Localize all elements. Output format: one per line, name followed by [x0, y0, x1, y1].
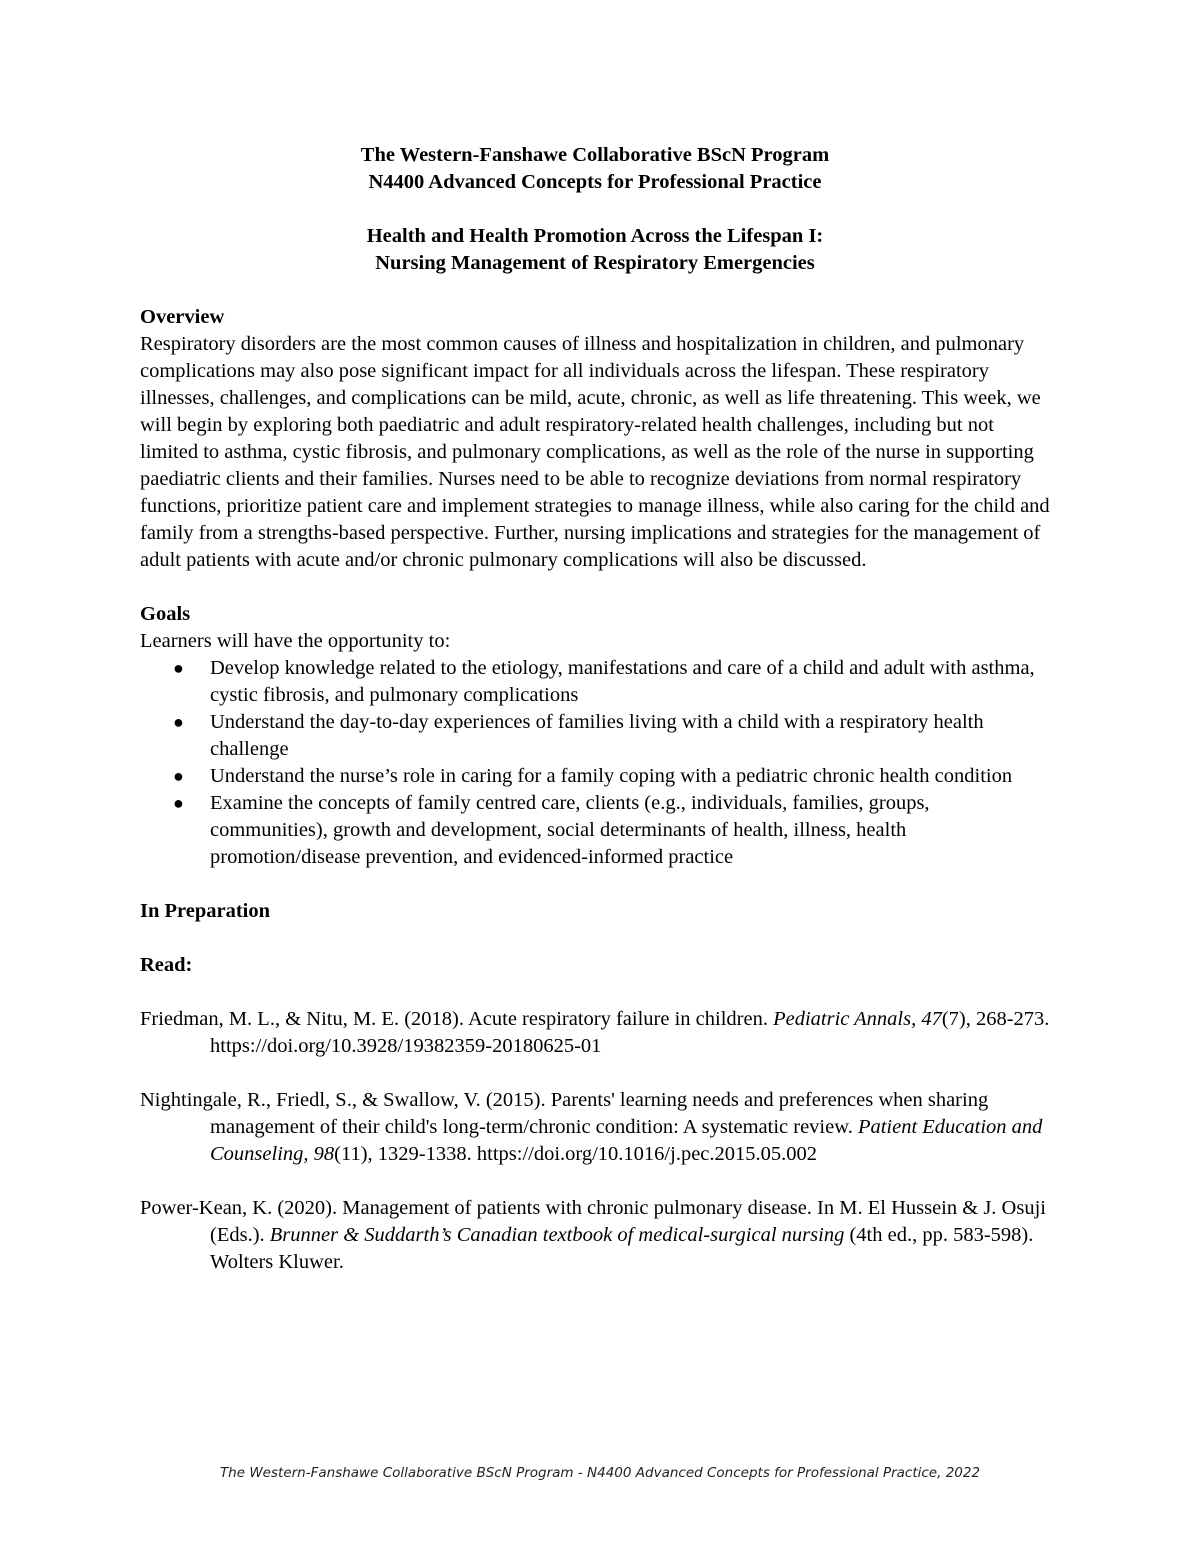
- page-footer: The Western-Fanshawe Collaborative BScN Program - N4400 Advanced Concepts for Professional Practice, 2022: [219, 1465, 981, 1481]
- bullet-icon: ●: [173, 793, 184, 813]
- reference-text: Friedman, M. L., & Nitu, M. E. (2018). Acute respiratory failure in children.: [140, 1008, 774, 1030]
- in-preparation-heading: In Preparation: [140, 900, 271, 922]
- reference-entry: [140, 1006, 1050, 1060]
- reference-entry: [140, 1195, 1050, 1276]
- bullet-icon: ●: [173, 766, 184, 786]
- goals-heading: Goals: [140, 603, 191, 625]
- overview-heading: Overview: [140, 306, 225, 328]
- reference-text: Nightingale, R., Friedl, S., & Swallow, V. (2015). Parents' learning needs and preferences when sharing management of their child's long-term/chronic condition: A systematic review.: [140, 1089, 989, 1138]
- bullet-icon: ●: [173, 658, 184, 678]
- goal-text: Understand the nurse’s role in caring for a family coping with a pediatric chronic health condition: [210, 765, 1013, 787]
- goals-intro: Learners will have the opportunity to:: [140, 630, 451, 652]
- reference-details[interactable]: (11), 1329-1338. https://doi.org/10.1016/j.pec.2015.05.002: [334, 1143, 818, 1165]
- reference-source: Pediatric Annals, 47: [773, 1008, 942, 1030]
- goal-text: Understand the day-to-day experiences of families living with a child with a respiratory health challenge: [210, 711, 984, 760]
- program-title: The Western-Fanshawe Collaborative BScN Program: [360, 144, 830, 166]
- goal-text: Develop knowledge related to the etiology, manifestations and care of a child and adult with asthma, cystic fibrosis, and pulmonary complications: [210, 657, 1035, 706]
- topic-title: Health and Health Promotion Across the Lifespan I:: [366, 225, 824, 247]
- reference-source: Brunner & Suddarth’s Canadian textbook of medical-surgical nursing: [269, 1224, 845, 1246]
- goal-item: [140, 655, 1050, 709]
- document-title-block: [140, 142, 1050, 277]
- course-title: N4400 Advanced Concepts for Professional Practice: [368, 171, 822, 193]
- reference-text: Power-Kean, K. (2020). Management of patients with chronic pulmonary disease. In M. El Hussein & J. Osuji (Eds.).: [140, 1197, 1046, 1246]
- document-page: [140, 142, 1050, 1276]
- read-heading: Read:: [140, 954, 193, 976]
- overview-paragraph: Respiratory disorders are the most common causes of illness and hospitalization in children, and pulmonary complications may also pose significant impact for all individuals across the lifespan. These respiratory illnesses, challenges, and complications can be mild, acute, chronic, as well as life threatening. This week, we will begin by exploring both paediatric and adult respiratory-related health challenges, including but not limited to asthma, cystic fibrosis, and pulmonary complications, as well as the role of the nurse in supporting paediatric clients and their families. Nurses need to be able to recognize deviations from normal respiratory functions, prioritize patient care and implement strategies to manage illness, while also caring for the child and family from a strengths-based perspective. Further, nursing implications and strategies for the management of adult patients with acute and/or chronic pulmonary complications will also be discussed.: [140, 333, 1050, 571]
- reference-details[interactable]: (7), 268-273. https://doi.org/10.3928/19382359-20180625-01: [210, 1008, 1050, 1057]
- reference-source: Patient Education and Counseling, 98: [210, 1116, 1043, 1165]
- reference-details: (4th ed., pp. 583-598). Wolters Kluwer.: [210, 1224, 1034, 1273]
- topic-subtitle: Nursing Management of Respiratory Emergencies: [375, 252, 815, 274]
- goal-text: Examine the concepts of family centred care, clients (e.g., individuals, families, groups, communities), growth and development, social determinants of health, illness, health promotion/disease prevention, and evidenced-informed practice: [210, 792, 930, 868]
- goal-item: [140, 790, 1050, 871]
- goal-item: [140, 763, 1050, 790]
- reference-entry: [140, 1087, 1050, 1168]
- goal-item: [140, 709, 1050, 763]
- goals-list: [140, 655, 1050, 871]
- bullet-icon: ●: [173, 712, 184, 732]
